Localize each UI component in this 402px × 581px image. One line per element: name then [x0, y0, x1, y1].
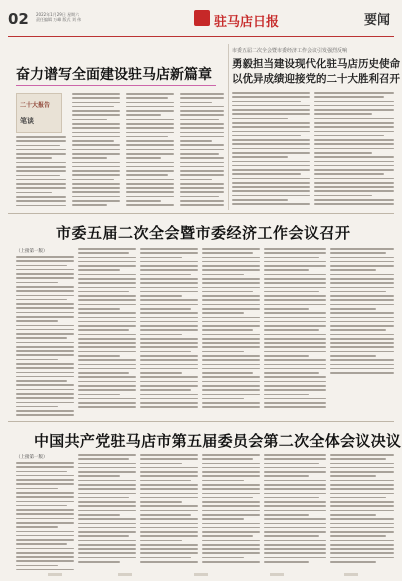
- story3-col-6: [330, 248, 394, 416]
- section-title: 要闻: [363, 13, 390, 28]
- story-divider-vertical: [228, 44, 229, 210]
- page-header: [8, 6, 394, 37]
- story4-col-2: [78, 454, 136, 570]
- story4-col-5: [264, 454, 326, 570]
- story3-byline: （上接第一版）: [16, 249, 48, 254]
- story1-photo: [16, 93, 62, 133]
- story1-headline: 奋力谱写全面建设驻马店新篇章: [16, 66, 212, 82]
- story3-col-4: [202, 248, 260, 416]
- story2-kicker: 市委五届二次全会暨市委经济工作会议引发强烈反响: [232, 48, 348, 54]
- story4-byline: （上接第一版）: [16, 455, 48, 460]
- story3-headline: 市委五届二次全会暨市委经济工作会议召开: [56, 224, 351, 242]
- story2-headline-line2: 以优异成绩迎接党的二十大胜利召开: [232, 73, 400, 85]
- header-date: 2022年1月29日 星期六: [36, 12, 80, 17]
- header-editor: 责任编辑 万峰 版式 刘 伟: [36, 17, 82, 22]
- story4-col-4: [202, 454, 260, 570]
- story2-bottom-rule: [8, 213, 394, 214]
- story2-col-1: [232, 92, 310, 210]
- story3-bottom-rule: [8, 421, 394, 422]
- story4-col-1: [16, 454, 74, 570]
- newspaper-logo: [194, 8, 280, 30]
- story3-col-1: [16, 248, 74, 416]
- newspaper-logo-icon: [194, 10, 210, 26]
- story3-col-2: [78, 248, 136, 416]
- header-meta: [36, 12, 116, 22]
- story1-rule: [16, 85, 216, 86]
- story1-col-2: [72, 93, 120, 208]
- story1-col-1: [16, 136, 66, 208]
- story4-col-6: [330, 454, 394, 570]
- story4-col-3: [140, 454, 198, 570]
- story1-col-3: [126, 93, 174, 208]
- page-number: 02: [8, 10, 29, 28]
- story1-col-4: [180, 93, 224, 208]
- photo-caption-bottom: 笔谈: [20, 117, 34, 125]
- newspaper-logo-text: 驻马店日报: [214, 15, 280, 30]
- story2-col-2: [314, 92, 394, 210]
- story2-headline-line1: 勇毅担当建设现代化驻马店历史使命: [232, 58, 400, 70]
- story3-col-3: [140, 248, 198, 416]
- photo-caption-top: 二十大报告: [20, 102, 51, 109]
- story3-col-5: [264, 248, 326, 416]
- page-footer: [8, 573, 394, 576]
- story4-headline: 中国共产党驻马店市第五届委员会第二次全体会议决议: [34, 432, 402, 450]
